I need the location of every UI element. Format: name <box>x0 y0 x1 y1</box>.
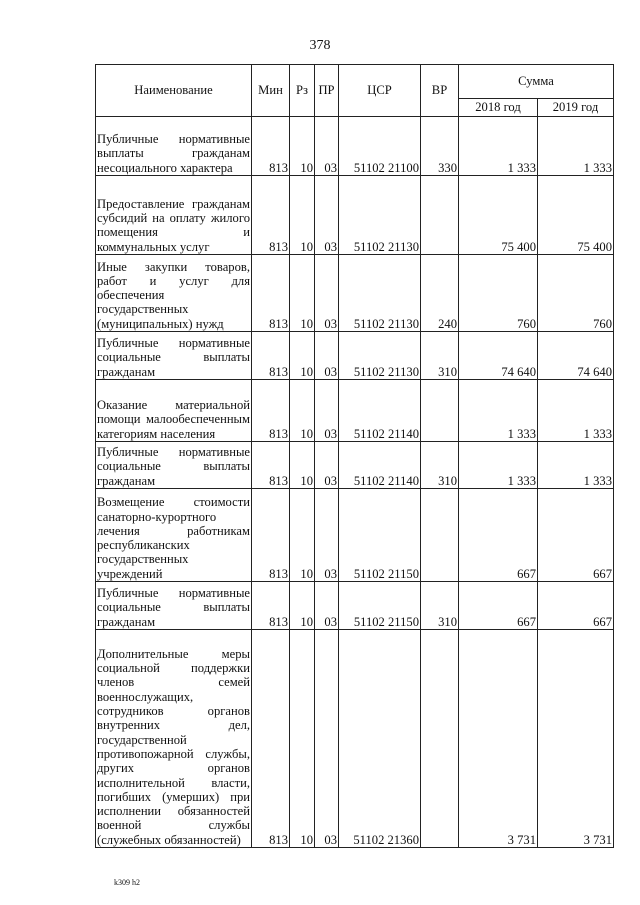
table-row <box>96 582 614 630</box>
row-rz: 10 <box>290 176 315 255</box>
row-2019: 1 333 <box>538 442 614 489</box>
row-vr <box>421 489 459 582</box>
table-row <box>96 380 614 442</box>
row-pr: 03 <box>315 380 339 442</box>
row-2018: 1 333 <box>459 442 538 489</box>
row-pr: 03 <box>315 332 339 380</box>
footer-code: k309 h2 <box>114 878 140 887</box>
row-min: 813 <box>252 176 290 255</box>
row-csr: 51102 21140 <box>339 442 421 489</box>
row-name: Публичные нормативные социальные выплаты гражданам <box>96 582 252 630</box>
row-2019: 1 333 <box>538 117 614 176</box>
header-sum: Сумма <box>459 65 614 99</box>
row-rz: 10 <box>290 332 315 380</box>
row-2018: 1 333 <box>459 380 538 442</box>
row-vr: 240 <box>421 255 459 332</box>
row-vr: 310 <box>421 442 459 489</box>
row-2018: 667 <box>459 582 538 630</box>
row-name: Дополнительные меры социальной поддержки членов семей военнослужащих, сотрудников органов внутренних дел, государственной противопожарной службы, других органов исполнительной власти, погибших (умерших) при исполнении обязанностей военной службы (служебных обязанностей) <box>96 630 252 848</box>
row-name: Публичные нормативные социальные выплаты гражданам <box>96 442 252 489</box>
header-csr: ЦСР <box>339 65 421 117</box>
row-2018: 667 <box>459 489 538 582</box>
table-row <box>96 489 614 582</box>
row-vr <box>421 176 459 255</box>
row-rz: 10 <box>290 117 315 176</box>
table-row <box>96 255 614 332</box>
row-min: 813 <box>252 630 290 848</box>
row-min: 813 <box>252 332 290 380</box>
row-2018: 760 <box>459 255 538 332</box>
budget-table <box>95 64 614 848</box>
page-number: 378 <box>309 38 331 53</box>
row-vr: 310 <box>421 582 459 630</box>
row-2019: 1 333 <box>538 380 614 442</box>
row-min: 813 <box>252 255 290 332</box>
row-2018: 1 333 <box>459 117 538 176</box>
row-vr: 330 <box>421 117 459 176</box>
row-csr: 51102 21360 <box>339 630 421 848</box>
row-csr: 51102 21100 <box>339 117 421 176</box>
row-pr: 03 <box>315 489 339 582</box>
row-2019: 760 <box>538 255 614 332</box>
row-2019: 75 400 <box>538 176 614 255</box>
row-csr: 51102 21150 <box>339 582 421 630</box>
row-min: 813 <box>252 442 290 489</box>
row-rz: 10 <box>290 442 315 489</box>
row-name: Возмещение стоимости санаторно-курортного лечения работникам республиканских государственных учреждений <box>96 489 252 582</box>
row-min: 813 <box>252 380 290 442</box>
row-2018: 3 731 <box>459 630 538 848</box>
row-pr: 03 <box>315 442 339 489</box>
header-name: Наименование <box>96 65 252 117</box>
row-csr: 51102 21130 <box>339 332 421 380</box>
row-pr: 03 <box>315 582 339 630</box>
row-min: 813 <box>252 117 290 176</box>
row-vr <box>421 380 459 442</box>
header-rz: Рз <box>290 65 315 117</box>
row-name: Иные закупки товаров, работ и услуг для обеспечения государственных (муниципальных) нужд <box>96 255 252 332</box>
table-row <box>96 442 614 489</box>
row-rz: 10 <box>290 630 315 848</box>
row-csr: 51102 21150 <box>339 489 421 582</box>
row-2018: 75 400 <box>459 176 538 255</box>
header-vr: ВР <box>421 65 459 117</box>
row-vr <box>421 630 459 848</box>
row-name: Оказание материальной помощи малообеспеченным категориям населения <box>96 380 252 442</box>
row-name: Публичные нормативные социальные выплаты гражданам <box>96 332 252 380</box>
row-csr: 51102 21140 <box>339 380 421 442</box>
table-row <box>96 630 614 848</box>
row-pr: 03 <box>315 630 339 848</box>
row-pr: 03 <box>315 176 339 255</box>
row-2019: 667 <box>538 489 614 582</box>
row-2019: 667 <box>538 582 614 630</box>
row-pr: 03 <box>315 255 339 332</box>
header-year-2019: 2019 год <box>538 98 614 116</box>
row-rz: 10 <box>290 489 315 582</box>
header-year-2018: 2018 год <box>459 98 538 116</box>
row-rz: 10 <box>290 380 315 442</box>
header-pr: ПР <box>315 65 339 117</box>
row-2018: 74 640 <box>459 332 538 380</box>
table-row <box>96 332 614 380</box>
row-pr: 03 <box>315 117 339 176</box>
row-rz: 10 <box>290 582 315 630</box>
row-name: Публичные нормативные выплаты гражданам несоциального характера <box>96 117 252 176</box>
table-row <box>96 176 614 255</box>
row-min: 813 <box>252 582 290 630</box>
row-csr: 51102 21130 <box>339 176 421 255</box>
table-row <box>96 117 614 176</box>
row-2019: 74 640 <box>538 332 614 380</box>
row-2019: 3 731 <box>538 630 614 848</box>
header-min: Мин <box>252 65 290 117</box>
row-name: Предоставление гражданам субсидий на оплату жилого помещения и коммунальных услуг <box>96 176 252 255</box>
row-vr: 310 <box>421 332 459 380</box>
row-csr: 51102 21130 <box>339 255 421 332</box>
row-rz: 10 <box>290 255 315 332</box>
row-min: 813 <box>252 489 290 582</box>
